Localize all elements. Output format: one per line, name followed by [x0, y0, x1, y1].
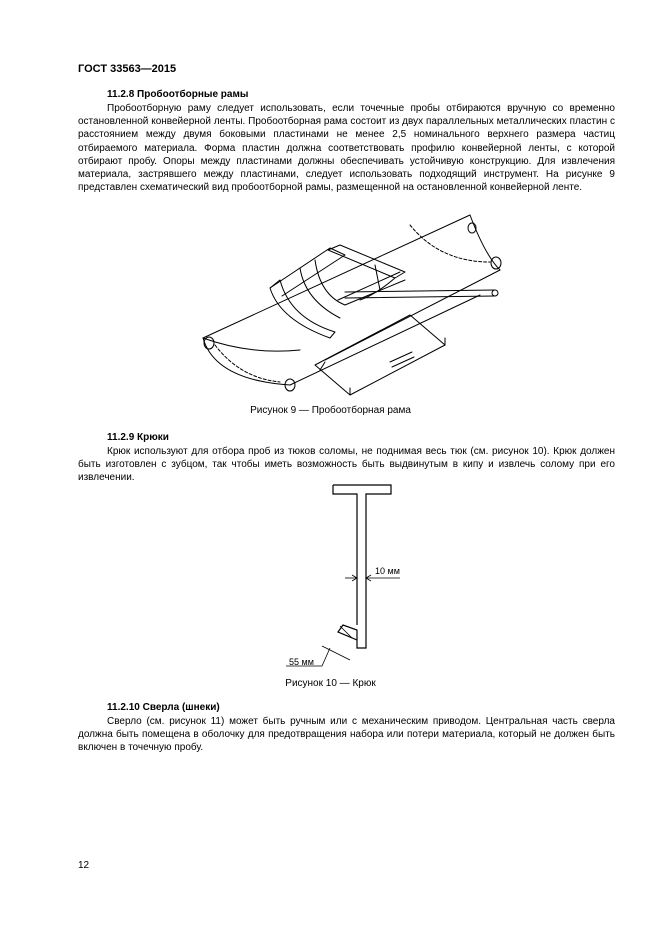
paragraph-augers: Сверло (см. рисунок 11) может быть ручным или с механическим приводом. Центральная часть сверла должна быть помещена в оболочку для предотвращения набора или потери материала, который не должен быть включен в точечную пробу.: [78, 716, 615, 754]
hook-width-dimension: 10 мм: [375, 566, 400, 576]
page-number: 12: [78, 860, 90, 871]
section-title-augers: 11.2.10 Сверла (шнеки): [107, 702, 220, 713]
hook-tooth-dimension: 55 мм: [289, 657, 314, 667]
section-title-hooks: 11.2.9 Крюки: [107, 432, 169, 443]
figure-10-caption: Рисунок 10 — Крюк: [285, 678, 376, 689]
paragraph-sampling-frames: Пробоотборную раму следует использовать, если точечные пробы отбираются вручную со временно остановленной конвейерной ленты. Пробоотборная рама состоит из двух параллельных металлических пластин с расстоянием между двумя боковыми пластинами не менее 2,5 номинального верхнего размера частиц отбираемого материала. Форма пластин должна соответствовать профилю конвейерной ленты, с которой отбирают пробу. Опоры между пластинами должны обеспечивать устойчивую конструкцию. Для извлечения материала, застрявшего между пластинами, следует использовать подходящий инструмент. На рисунке 9 представлен схематический вид пробоотборной рамы, размещенной на остановленной конвейерной ленте.: [78, 103, 615, 194]
document-header: ГОСТ 33563—2015: [78, 63, 177, 75]
paragraph-hooks: Крюк используют для отбора проб из тюков соломы, не поднимая весь тюк (см. рисунок 10). Крюк должен быть изготовлен с зубцом, так чтобы иметь возможность быть выдвинутым в кипу и извлечь солому при его извлечении.: [78, 446, 615, 484]
figure-9-caption: Рисунок 9 — Пробоотборная рама: [250, 405, 411, 416]
section-title-sampling-frames: 11.2.8 Пробоотборные рамы: [107, 89, 249, 100]
